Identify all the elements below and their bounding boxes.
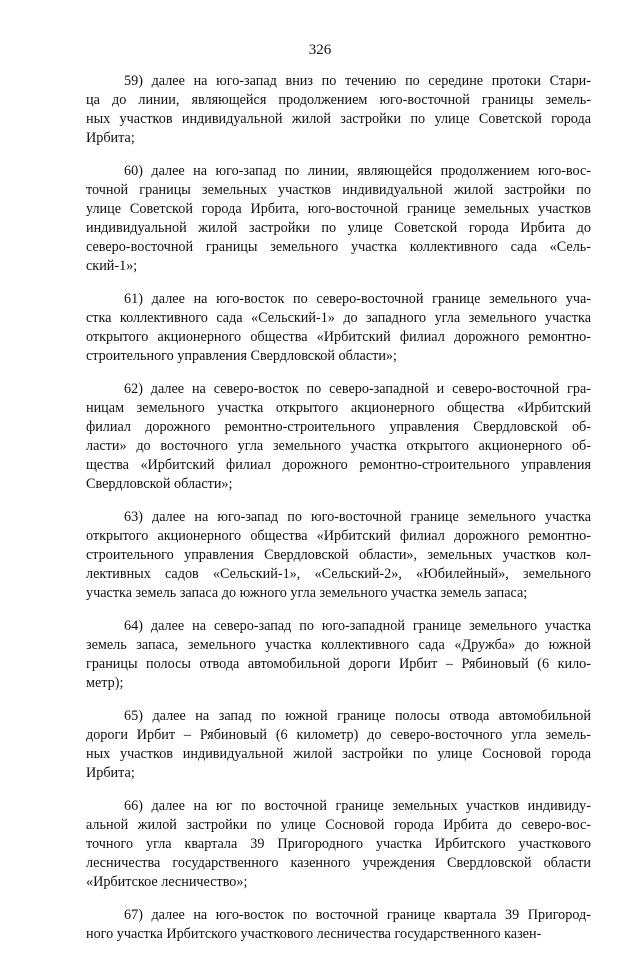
text-line: 63) далее на юго-запад по юго-восточной границе земельного участка — [124, 509, 591, 525]
text-line: альной жилой застройки по улице Сосновой города Ирбита до северо-вос- — [86, 817, 591, 833]
page-number: 326 — [308, 42, 332, 58]
text-line: земель запаса, земельного участка коллективного сада «Дружба» до южной — [86, 637, 591, 653]
text-line: ного участка Ирбитского участкового лесничества государственного казен- — [86, 926, 542, 942]
text-line: 62) далее на северо-восток по северо-западной и северо-восточной гра- — [124, 381, 591, 397]
text-line: 65) далее на запад по южной границе полосы отвода автомобильной — [124, 708, 591, 724]
text-line: строительного управления Свердловской области», земельных участков кол- — [86, 547, 591, 563]
paragraph — [86, 617, 591, 693]
text-line: ных участков индивидуальной жилой застройки по улице Сосновой города — [86, 746, 591, 762]
text-line: ных участков индивидуальной жилой застройки по улице Советской города — [86, 111, 591, 127]
paragraph — [86, 72, 591, 148]
text-line: северо-восточной границы земельного участка коллективного сада «Сель- — [86, 239, 591, 255]
document-body — [86, 72, 591, 958]
paragraph — [86, 707, 591, 783]
text-line: индивидуальной жилой застройки по улице Советской города Ирбита до — [86, 220, 591, 236]
text-line: «Ирбитское лесничество»; — [86, 874, 248, 890]
paragraph — [86, 162, 591, 276]
text-line: метр); — [86, 675, 124, 691]
text-line: ца до линии, являющейся продолжением юго-восточной границы земель- — [86, 92, 591, 108]
text-line: 67) далее на юго-восток по восточной границе квартала 39 Пригород- — [124, 907, 591, 923]
text-line: лективных садов «Сельский-1», «Сельский-2», «Юбилейный», земельного — [86, 566, 591, 582]
paragraph — [86, 508, 591, 603]
text-line: открытого акционерного общества «Ирбитский филиал дорожного ремонтно- — [86, 528, 591, 544]
text-line: открытого акционерного общества «Ирбитский филиал дорожного ремонтно- — [86, 329, 591, 345]
text-line: стка коллективного сада «Сельский-1» до западного угла земельного участка — [86, 310, 591, 326]
paragraph — [86, 380, 591, 494]
text-line: лесничества государственного казенного учреждения Свердловской области — [86, 855, 591, 871]
text-line: 60) далее на юго-запад по линии, являющейся продолжением юго-вос- — [124, 163, 591, 179]
text-line: филиал дорожного ремонтно-строительного управления Свердловской об- — [86, 419, 591, 435]
text-line: 59) далее на юго-запад вниз по течению по середине протоки Стари- — [124, 73, 591, 89]
paragraph — [86, 906, 591, 944]
text-line: точной границы земельных участков индивидуальной жилой застройки по — [86, 182, 591, 198]
text-line: улице Советской города Ирбита, юго-восточной границе земельных участков — [86, 201, 591, 217]
text-line: щества «Ирбитский филиал дорожного ремонтно-строительного управления — [86, 457, 591, 473]
text-line: 64) далее на северо-запад по юго-западной границе земельного участка — [124, 618, 591, 634]
text-line: Ирбита; — [86, 765, 135, 781]
text-line: границы полосы отвода автомобильной дороги Ирбит – Рябиновый (6 кило- — [86, 656, 591, 672]
text-line: ский-1»; — [86, 258, 138, 274]
paragraph — [86, 797, 591, 892]
text-line: строительного управления Свердловской области»; — [86, 348, 397, 364]
text-line: ласти» до восточного угла земельного участка открытого акционерного об- — [86, 438, 591, 454]
text-line: Ирбита; — [86, 130, 135, 146]
paragraph — [86, 290, 591, 366]
text-line: Свердловской области»; — [86, 476, 233, 492]
text-line: дороги Ирбит – Рябиновый (6 километр) до северо-восточного угла земель- — [86, 727, 591, 743]
text-line: 66) далее на юг по восточной границе земельных участков индивиду- — [124, 798, 591, 814]
text-line: точного угла квартала 39 Пригородного участка Ирбитского участкового — [86, 836, 591, 852]
text-line: 61) далее на юго-восток по северо-восточной границе земельного уча- — [124, 291, 591, 307]
text-line: ницам земельного участка открытого акционерного общества «Ирбитский — [86, 400, 591, 416]
text-line: участка земель запаса до южного угла земельного участка земель запаса; — [86, 585, 528, 601]
